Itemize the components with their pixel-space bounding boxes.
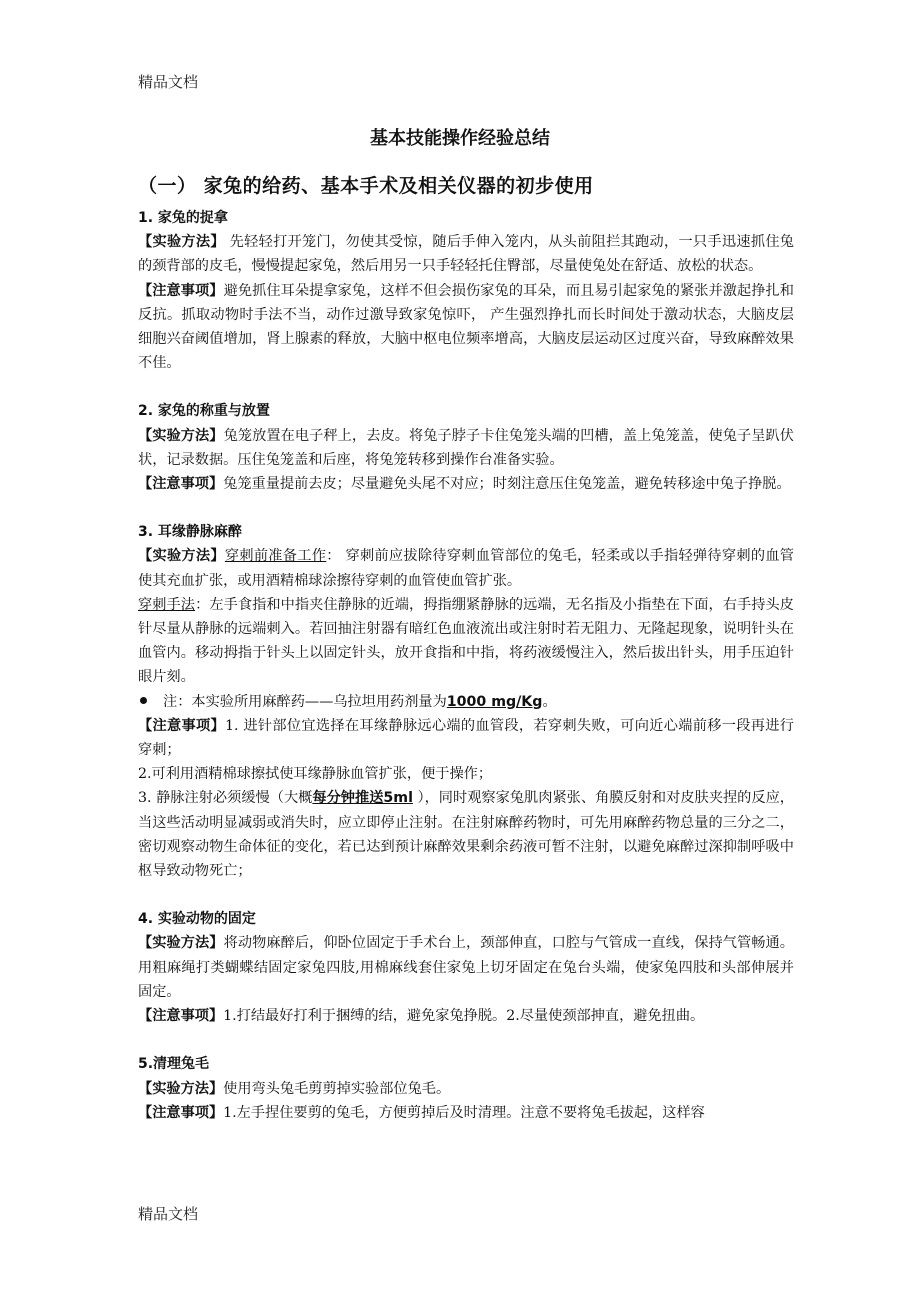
notes-tag: 【注意事项】 (138, 1008, 224, 1025)
note-3-text-a: 3. 静脉注射必须缓慢（大概 (138, 790, 313, 807)
section-2-method (138, 424, 794, 472)
method-tag: 【实验方法】 (138, 1080, 224, 1097)
section-3-note-1 (138, 714, 794, 762)
spacer (138, 883, 794, 907)
document-title: 基本技能操作经验总结 (370, 128, 550, 149)
method-tag: 【实验方法】 (138, 935, 224, 952)
prep-label: 穿刺前准备工作 (224, 548, 327, 565)
method-text: 将动物麻醉后，仰卧位固定于手术台上，颈部伸直，口腔与气管成一直线，保持气管畅通。用粗麻绳打类蝴蝶结固定家兔四肢,用棉麻线套住家兔上切牙固定在兔台头端，使家兔四肢和头部伸展并固定。 (138, 935, 794, 1000)
method-text: 使用弯头兔毛剪剪掉实验部位兔毛。 (223, 1080, 451, 1097)
section-3-technique (138, 593, 794, 690)
section-title-3: 3. 耳缘静脉麻醉 (138, 524, 242, 541)
section-title-1: 1. 家兔的捉拿 (138, 210, 228, 226)
prep-text: ： 穿刺前应拔除待穿刺血管部位的兔毛，轻柔或以手指轻弹待穿刺的血管使其充血扩张，或用酒精棉球涂擦待穿刺的血管使血管扩张。 (138, 548, 794, 589)
section-title-5: 5.清理兔毛 (138, 1056, 210, 1073)
method-text: 兔笼放置在电子秤上，去皮。将兔子脖子卡住兔笼头端的凹槽，盖上兔笼盖，使兔子呈趴伏状，记录数据。压住兔笼盖和后座，将兔笼转移到操作台准备实验。 (138, 427, 794, 468)
section-3-prep (138, 544, 794, 592)
section-1-notes (138, 279, 794, 376)
section-1-method (138, 230, 794, 278)
spacer (138, 496, 794, 520)
spacer (138, 1028, 794, 1052)
spacer (138, 375, 794, 399)
method-tag: 【实验方法】 (138, 234, 225, 251)
section-3-note-2: 2.可利用酒精棉球擦拭使耳缘静脉血管扩张，便于操作； (138, 766, 493, 783)
section-title-4: 4. 实验动物的固定 (138, 911, 256, 928)
method-text: 先轻轻打开笼门，勿使其受惊，随后手伸入笼内，从头前阻拦其跑动，一只手迅速抓住兔的颈背部的皮毛，慢慢提起家兔，然后用另一只手轻轻托住臀部，尽量使兔处在舒适、放松的状态。 (138, 234, 794, 275)
notes-text: 1.打结最好打利于捆缚的结，避免家兔挣脱。2.尽量使颈部抻直，避免扭曲。 (223, 1008, 705, 1025)
notes-tag: 【注意事项】 (138, 282, 224, 299)
section-4-notes (138, 1004, 794, 1028)
bullet-icon (140, 697, 147, 704)
dose-value: 1000 mg/Kg (446, 693, 543, 710)
part-heading: （一） 家兔的给药、基本手术及相关仪器的初步使用 (138, 175, 594, 197)
section-5-notes (138, 1101, 794, 1125)
injection-rate: 每分钟推送5ml (312, 790, 413, 807)
section-title-2: 2. 家兔的称重与放置 (138, 403, 270, 420)
bullet-end: 。 (542, 693, 557, 710)
section-4-method (138, 931, 794, 1004)
notes-tag: 【注意事项】 (138, 476, 224, 493)
header-label: 精品文档 (138, 73, 199, 91)
note-1-text: 1. 进针部位宜选择在耳缘静脉远心端的血管段，若穿刺失败，可向近心端前移一段再进行穿刺； (138, 717, 794, 759)
footer-label: 精品文档 (138, 1205, 199, 1223)
document-body (138, 206, 794, 1125)
technique-label: 穿刺手法 (138, 596, 196, 613)
note-3-text-b: ），同时观察家兔肌肉紧张、角膜反射和对皮肤夹捏的反应，当这些活动明显减弱或消失时，应立即停止注射。在注射麻醉药物时，可先用麻醉药物总量的三分之二，密切观察动物生命体征的变化，若已达到预计麻醉效果剩余药液可暂不注射，以避免麻醉过深抑制呼吸中枢导致动物死亡； (138, 790, 794, 880)
notes-tag: 【注意事项】 (138, 1104, 224, 1121)
bullet-text: 注：本实验所用麻醉药——乌拉坦用药剂量为 (163, 693, 447, 710)
section-3-bullet (138, 690, 794, 714)
technique-text: ：左手食指和中指夹住静脉的近端，拇指绷紧静脉的远端，无名指及小指垫在下面，右手持头皮针尽量从静脉的远端刺入。若回抽注射器有暗红色血液流出或注射时若无阻力、无隆起现象，说明针头在血管内。移动拇指于针头上以固定针头，放开食指和中指，将药液缓慢注入，然后拔出针头，用手压迫针眼片刻。 (138, 596, 794, 686)
method-tag: 【实验方法】 (138, 548, 225, 565)
section-5-method (138, 1077, 794, 1101)
notes-text: 1.左手捏住要剪的兔毛，方便剪掉后及时清理。注意不要将兔毛拔起，这样容 (223, 1104, 705, 1121)
notes-tag: 【注意事项】 (138, 717, 225, 734)
section-3-note-3 (138, 786, 794, 883)
notes-text: 避免抓住耳朵提拿家兔，这样不但会损伤家兔的耳朵，而且易引起家兔的紧张并激起挣扎和反抗。抓取动物时手法不当，动作过激导致家兔惊吓， 产生强烈挣扎而长时间处于激动状态，大脑皮层细胞兴奋阈值增加，肾上腺素的释放，大脑中枢电位频率增高，大脑皮层运动区过度兴奋，导致麻醉效果不佳。 (138, 282, 794, 372)
section-2-notes (138, 472, 794, 496)
notes-text: 兔笼重量提前去皮；尽量避免头尾不对应；时刻注意压住兔笼盖，避免转移途中兔子挣脱。 (223, 476, 791, 493)
method-tag: 【实验方法】 (138, 427, 224, 444)
